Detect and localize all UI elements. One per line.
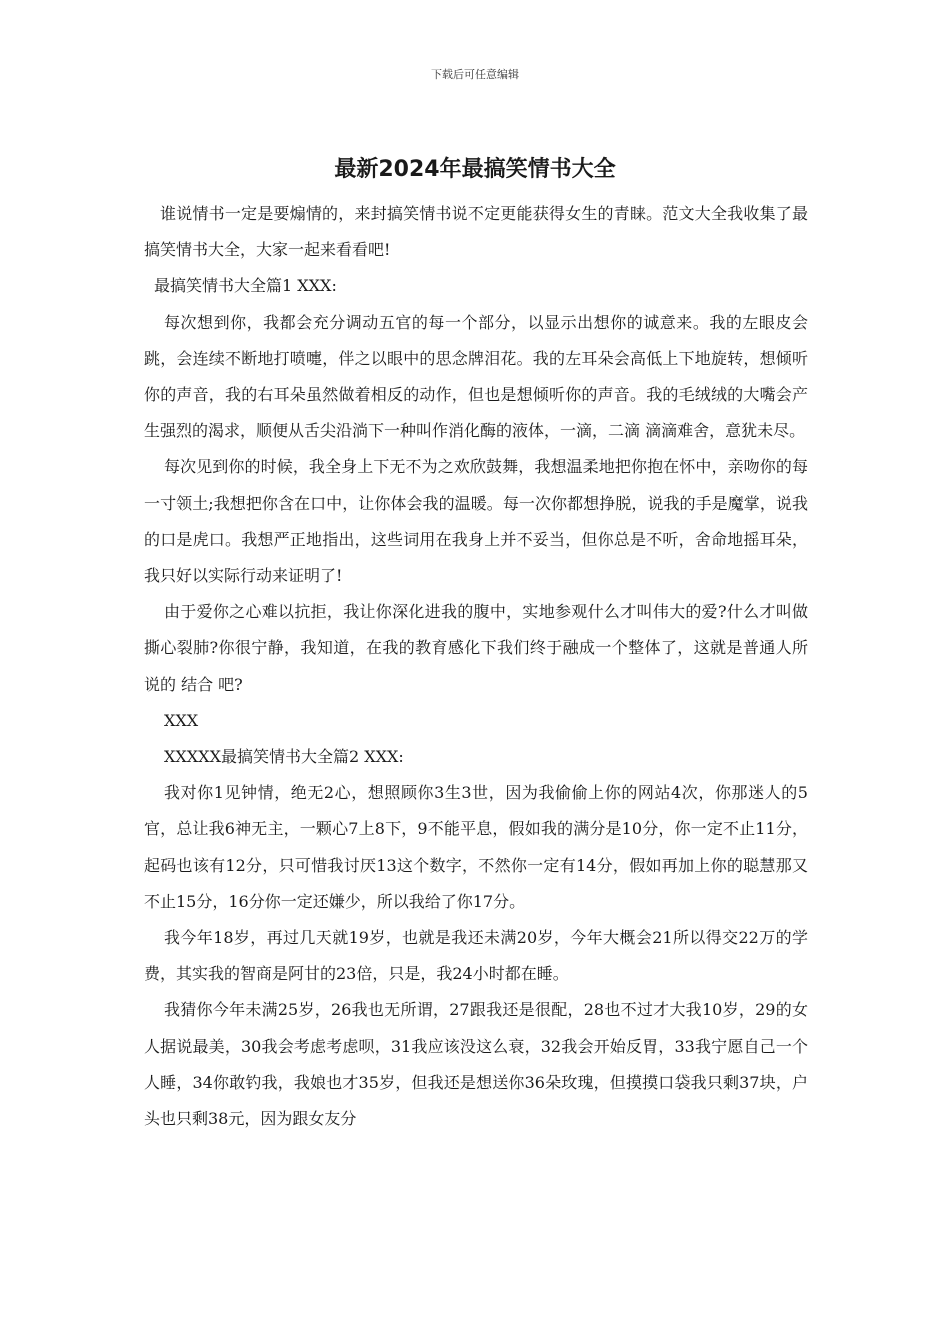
- paragraph: 每次想到你，我都会充分调动五官的每一个部分，以显示出想你的诚意来。我的左眼皮会跳，会连续不断地打喷嚏，伴之以眼中的思念牌泪花。我的左耳朵会高低上下地旋转，想倾听你的声音，我的右耳朵虽然做着相反的动作，但也是想倾听你的声音。我的毛绒绒的大嘴会产生强烈的渴求，顺便从舌尖沿淌下一种叫作消化酶的液体，一滴，二滴 滴滴难舍，意犹未尽。: [144, 312, 808, 441]
- document-title: 最新2024年最搞笑情书大全: [334, 157, 616, 182]
- paragraph: 我猜你今年未满25岁，26我也无所谓，27跟我还是很配，28也不过才大我10岁，29的女人据说最美，30我会考虑考虑呗，31我应该没这么衰，32我会开始反胃，33我宁愿自己一个人睡，34你敢钓我，我娘也才35岁，但我还是想送你36朵玫瑰，但摸摸口袋我只剩37块，户头也只剩38元，因为跟女友分: [144, 1000, 808, 1129]
- section-heading-1: 最搞笑情书大全篇1 XXX:: [154, 276, 337, 296]
- section-heading-2: XXXXX最搞笑情书大全篇2 XXX:: [164, 747, 404, 767]
- document-body: [144, 196, 808, 1137]
- paragraph: 由于爱你之心难以抗拒，我让你深化进我的腹中，实地参观什么才叫伟大的爱?什么才叫做撕心裂肺?你很宁静，我知道，在我的教育感化下我们终于融成一个整体了，这就是普通人所说的 结合 吧?: [144, 602, 808, 694]
- paragraph: 每次见到你的时候，我全身上下无不为之欢欣鼓舞，我想温柔地把你抱在怀中，亲吻你的每一寸领土;我想把你含在口中，让你体会我的温暖。每一次你都想挣脱，说我的手是魔掌，说我的口是虎口。我想严正地指出，这些词用在我身上并不妥当，但你总是不听，舍命地摇耳朵，我只好以实际行动来证明了!: [144, 457, 808, 586]
- paragraph: 我对你1见钟情，绝无2心，想照顾你3生3世，因为我偷偷上你的网站4次，你那迷人的5官，总让我6神无主，一颗心7上8下，9不能平息，假如我的满分是10分，你一定不止11分，起码也该有12分，只可惜我讨厌13这个数字，不然你一定有14分，假如再加上你的聪慧那又不止15分，16分你一定还嫌少，所以我给了你17分。: [144, 783, 808, 911]
- paragraph: 我今年18岁，再过几天就19岁，也就是我还未满20岁，今年大概会21所以得交22万的学费，其实我的智商是阿甘的23倍，只是，我24小时都在睡。: [144, 928, 808, 984]
- page-header-note: 下载后可任意编辑: [431, 68, 519, 81]
- paragraph-intro: 谁说情书一定是要煽情的，来封搞笑情书说不定更能获得女生的青睐。范文大全我收集了最搞笑情书大全，大家一起来看看吧!: [144, 204, 808, 260]
- paragraph-signature: XXX: [164, 710, 199, 730]
